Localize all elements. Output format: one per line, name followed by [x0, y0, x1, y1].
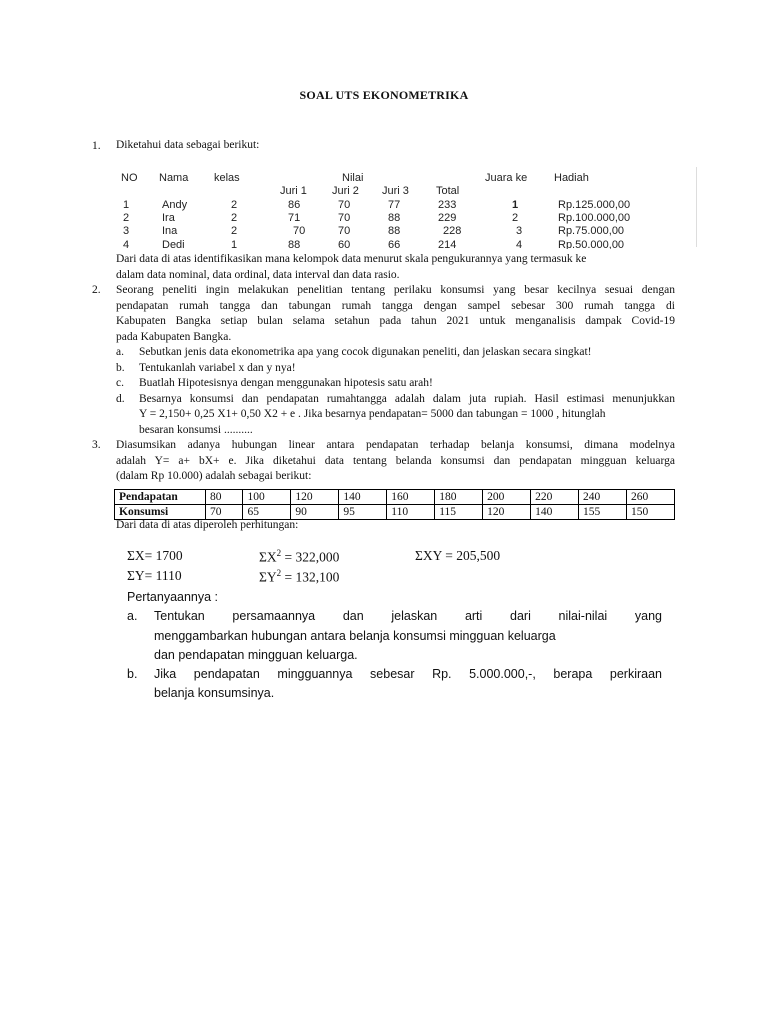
question-3-number: 3. — [92, 439, 101, 451]
table-row — [115, 490, 675, 505]
formula-sum-xy: ΣXY = 205,500 — [415, 548, 501, 563]
sub-item-text: Buatlah Hipotesisnya dengan menggunakan hipotesis satu arah! — [139, 377, 433, 389]
col-juri2-header: Juri 2 — [332, 185, 359, 197]
sub-item-text: Sebutkan jenis data ekonometrika apa yang cocok digunakan peneliti, dan jelaskan secara singkat! — [139, 346, 592, 358]
sub-item-label: a. — [116, 346, 124, 358]
question-2-text-line: Seorang peneliti ingin melakukan penelitian tentang perilaku konsumsi yang besar kecilnya sesuai dengan — [116, 284, 675, 296]
sub-item-text: besaran konsumsi .......... — [139, 424, 253, 436]
question-1-intro: Diketahui data sebagai berikut: — [116, 139, 260, 151]
cell-juri3: 88 — [388, 212, 401, 224]
cell-juri1: 88 — [288, 239, 301, 249]
table-cell: 150 — [626, 505, 674, 520]
cell-juri1: 70 — [293, 225, 306, 237]
cell-juara: 3 — [516, 225, 523, 237]
table-cell: 110 — [387, 505, 435, 520]
col-juara-header: Juara ke — [485, 172, 528, 184]
cell-hadiah: Rp.100.000,00 — [558, 212, 631, 224]
col-juri3-header: Juri 3 — [382, 185, 409, 197]
row-label-pendapatan: Pendapatan — [115, 490, 206, 505]
cell-hadiah: Rp.75.000,00 — [558, 225, 625, 237]
formula-sum-x-squared: $\Sigma X^2 = 322,000$ — [259, 548, 340, 565]
table-cell: 140 — [531, 505, 579, 520]
sub-item-text: Tentukanlah variabel x dan y nya! — [139, 362, 296, 374]
table-cell: 80 — [206, 490, 243, 505]
question-2-text-line: Kabupaten Bangka setiap bulan selama setahun pada tahun 2021 untuk menganalisis dampak Covid-19 — [116, 315, 675, 327]
col-hadiah-header: Hadiah — [554, 172, 589, 184]
cell-juri2: 70 — [338, 212, 351, 224]
cell-kelas: 2 — [231, 212, 238, 224]
cell-juri3: 88 — [388, 225, 401, 237]
sub-item-text: Jika pendapatan mingguannya sebesar Rp. 5.000.000,-, berapa perkiraan — [154, 667, 662, 681]
question-1-text-line: dalam data nominal, data ordinal, data interval dan data rasio. — [116, 269, 400, 281]
page-title: SOAL UTS EKONOMETRIKA — [299, 88, 469, 102]
cell-juara: 4 — [516, 239, 523, 249]
cell-nama: Dedi — [162, 239, 185, 249]
question-3-text-line: (dalam Rp 10.000) adalah sebagai berikut: — [116, 470, 312, 482]
contest-data-table-image — [112, 163, 697, 249]
sub-item-label: d. — [116, 393, 125, 405]
question-3-after-table: Dari data di atas diperoleh perhitungan: — [116, 519, 299, 531]
sub-item-text: belanja konsumsinya. — [154, 686, 275, 700]
cell-juri1: 86 — [288, 199, 301, 211]
table-cell: 65 — [243, 505, 291, 520]
question-3-text-line: adalah Y= a+ bX+ e. Jika diketahui data tentang belanda konsumsi dan pendapatan mingguan keluarga — [116, 455, 675, 467]
table-cell: 160 — [387, 490, 435, 505]
sub-item-label: c. — [116, 377, 124, 389]
table-cell: 220 — [531, 490, 579, 505]
cell-no: 3 — [123, 225, 130, 237]
col-total-header: Total — [436, 185, 460, 197]
col-kelas-header: kelas — [214, 172, 240, 184]
table-cell: 120 — [483, 505, 531, 520]
cell-total: 214 — [438, 239, 457, 249]
income-consumption-table — [114, 489, 675, 520]
sub-item-text: Besarnya konsumsi dan pendapatan rumahtangga adalah dalam juta rupiah. Hasil estimasi menunjukkan — [139, 393, 675, 405]
row-label-konsumsi: Konsumsi — [115, 505, 206, 520]
cell-juri1: 71 — [288, 212, 301, 224]
cell-total: 229 — [438, 212, 457, 224]
image-edge — [696, 167, 697, 247]
cell-no: 1 — [123, 199, 130, 211]
table-cell: 200 — [483, 490, 531, 505]
cell-juri3: 77 — [388, 199, 401, 211]
col-nama-header: Nama — [159, 172, 189, 184]
cell-juri3: 66 — [388, 239, 401, 249]
col-no-header: NO — [121, 172, 138, 184]
cell-total: 233 — [438, 199, 457, 211]
question-3-text-line: Diasumsikan adanya hubungan linear antara pendapatan terhadap belanja konsumsi, dimana modelnya — [116, 439, 675, 451]
cell-no: 4 — [123, 239, 130, 249]
cell-nama: Ina — [162, 225, 178, 237]
question-1-number: 1. — [92, 140, 101, 152]
col-nilai-header: Nilai — [342, 172, 364, 184]
table-cell: 95 — [339, 505, 387, 520]
cell-juara: 1 — [512, 199, 519, 211]
formula-sum-x: ΣX= 1700 — [127, 548, 183, 563]
table-cell: 120 — [291, 490, 339, 505]
sub-item-text: Tentukan persamaannya dan jelaskan arti dari nilai-nilai yang — [154, 609, 662, 623]
table-cell: 260 — [626, 490, 674, 505]
cell-juri2: 70 — [338, 225, 351, 237]
sub-item-label: b. — [116, 362, 125, 374]
table-cell: 155 — [579, 505, 627, 520]
pertanyaan-heading: Pertanyaannya : — [127, 590, 219, 604]
table-cell: 70 — [206, 505, 243, 520]
cell-kelas: 2 — [231, 225, 238, 237]
cell-no: 2 — [123, 212, 130, 224]
table-cell: 90 — [291, 505, 339, 520]
cell-juri2: 70 — [338, 199, 351, 211]
question-2-text-line: pada Kabupaten Bangka. — [116, 331, 232, 343]
sub-item-text: dan pendapatan mingguan keluarga. — [154, 648, 358, 662]
cell-hadiah: Rp.50.000,00 — [558, 239, 625, 249]
cell-kelas: 2 — [231, 199, 238, 211]
table-cell: 100 — [243, 490, 291, 505]
formula-sum-y: ΣY= 1110 — [127, 568, 182, 583]
formula-sum-y-squared: $\Sigma Y^2 = 132,100$ — [259, 568, 340, 585]
cell-juri2: 60 — [338, 239, 351, 249]
cell-hadiah: Rp.125.000,00 — [558, 199, 631, 211]
cell-nama: Ira — [162, 212, 175, 224]
table-cell: 180 — [435, 490, 483, 505]
question-2-number: 2. — [92, 284, 101, 296]
table-cell: 140 — [339, 490, 387, 505]
sub-item-label: a. — [127, 609, 138, 623]
cell-nama: Andy — [162, 199, 188, 211]
table-cell: 115 — [435, 505, 483, 520]
col-juri1-header: Juri 1 — [280, 185, 307, 197]
table-cell: 240 — [579, 490, 627, 505]
question-2-text-line: pendapatan rumah tangga dan tabungan rumah tangga dengan sampel sebesar 300 rumah tangga di — [116, 300, 675, 312]
sub-item-text: menggambarkan hubungan antara belanja konsumsi mingguan keluarga — [154, 629, 556, 643]
cell-kelas: 1 — [231, 239, 238, 249]
question-1-text-line: Dari data di atas identifikasikan mana kelompok data menurut skala pengukurannya yang termasuk ke — [116, 253, 587, 265]
sub-item-label: b. — [127, 667, 138, 681]
regression-equation: Y = 2,150+ 0,25 X1+ 0,50 X2 + e . Jika besarnya pendapatan= 5000 dan tabungan = 1000 , hitunglah — [139, 408, 606, 420]
cell-juara: 2 — [512, 212, 519, 224]
cell-total: 228 — [443, 225, 462, 237]
